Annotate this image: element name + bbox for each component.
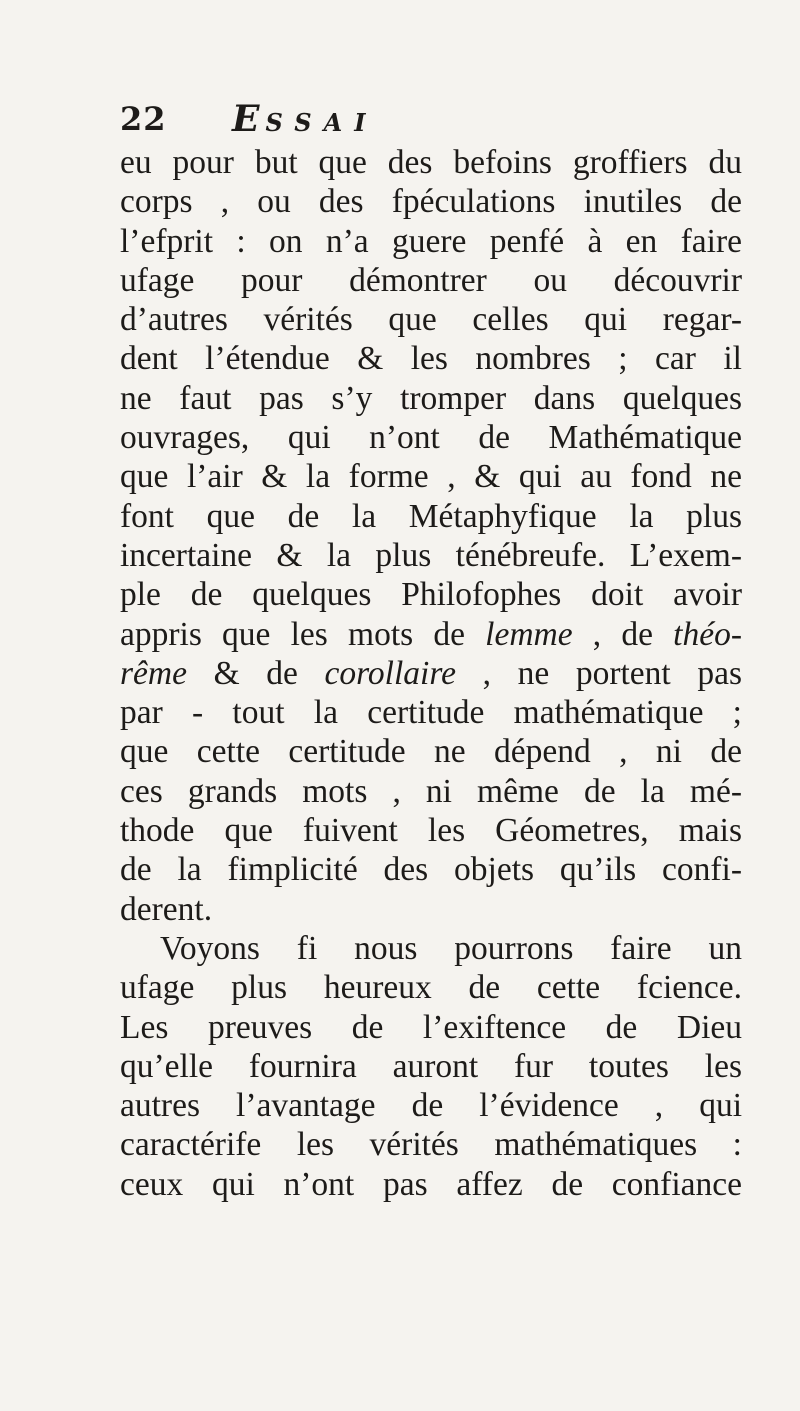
running-title-rest: SSAI [265, 108, 378, 137]
text-run: , de [572, 615, 674, 653]
text-line: d’autres vérités que celles qui regar- [120, 301, 742, 339]
text-line-mixed [120, 654, 742, 693]
text-line: que cette certitude ne dépend , ni de [120, 733, 742, 771]
text-line: ceux qui n’ont pas affez de confiance [120, 1165, 742, 1203]
text-line: font que de la Métaphyfique la plus [120, 497, 742, 535]
text-line: corps , ou des fpéculations inutiles de [120, 183, 742, 221]
text-line: derent. [120, 890, 213, 928]
text-line: autres l’avantage de l’évidence , qui [120, 1087, 742, 1125]
text-line: qu’elle fournira auront fur toutes les [120, 1047, 742, 1085]
text-line: l’efprit : on n’a guere penfé à en faire [120, 222, 742, 260]
text-line: ple de quelques Philofophes doit avoir [120, 576, 742, 614]
italic-term-lemme: lemme [485, 615, 573, 653]
running-title [232, 98, 377, 140]
italic-term-theoreme-part2: rême [120, 654, 187, 692]
running-title-initial: E [232, 98, 266, 140]
italic-term-corollaire: corollaire [324, 654, 456, 692]
text-line: que l’air & la forme , & qui au fond ne [120, 458, 742, 496]
text-line: ne faut pas s’y tromper dans quelques [120, 379, 742, 417]
text-line: eu pour but que des befoins groffiers du [120, 144, 742, 181]
text-run: , ne portent pas [456, 654, 742, 692]
text-line: Les preuves de l’exiftence de Dieu [120, 1008, 742, 1046]
body-text [120, 143, 742, 1204]
text-line: de la fimplicité des objets qu’ils confi- [120, 851, 742, 889]
text-line: par - tout la certitude mathématique ; [120, 694, 742, 732]
text-line: dent l’étendue & les nombres ; car il [120, 340, 742, 378]
text-line: ufage pour démontrer ou découvrir [120, 261, 742, 299]
text-line: ces grands mots , ni même de la mé- [120, 772, 742, 810]
page-number: 22 [120, 100, 167, 138]
italic-term-theoreme-part1: théo- [673, 615, 742, 653]
text-line: ufage plus heureux de cette fcience. [120, 969, 742, 1007]
text-run: & de [186, 654, 325, 692]
text-line: caractérife les vérités mathématiques : [120, 1126, 742, 1164]
text-line: incertaine & la plus ténébreufe. L’exem- [120, 536, 742, 574]
text-line: thode que fuivent les Géometres, mais [120, 812, 742, 850]
text-line-mixed [120, 615, 742, 654]
text-line: ouvrages, qui n’ont de Mathématique [120, 419, 742, 457]
text-line: Voyons fi nous pourrons faire un [160, 929, 742, 967]
text-run: appris que les mots de [120, 615, 486, 653]
